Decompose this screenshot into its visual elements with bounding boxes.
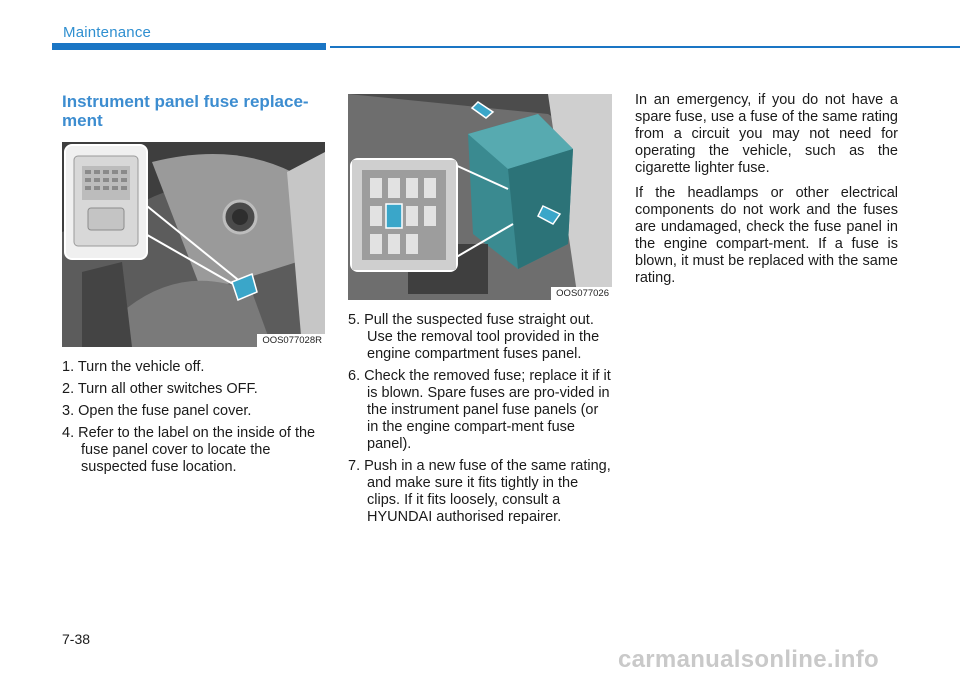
steps-list (62, 359, 325, 476)
section-title: Instrument panel fuse replace-ment (62, 92, 309, 130)
fuse-closeup-illustration (352, 160, 456, 270)
step-4: 4. Refer to the label on the inside of the fuse panel cover to locate the suspected fuse location. (62, 425, 316, 475)
figure-code: OOS077028R (257, 334, 325, 347)
dashboard-fuse-panel-figure (62, 142, 325, 347)
step-3: 3. Open the fuse panel cover. (62, 403, 252, 419)
header-rule-thin (330, 46, 960, 48)
figure-code: OOS077026 (551, 287, 612, 300)
watermark: carmanualsonline.info (618, 646, 880, 673)
middle-column (348, 94, 612, 531)
fuse-cover-label-illustration (66, 146, 146, 258)
fuse-closeup-inset (350, 158, 458, 272)
page-number: 7-38 (62, 631, 91, 647)
emergency-paragraph: In an emergency, if you do not have a spare fuse, use a fuse of the same rating from a circuit you may not need for operating the vehicle, such as the cigarette lighter fuse. (635, 92, 898, 176)
header-section-label: Maintenance (63, 24, 152, 41)
step-2: 2. Turn all other switches OFF. (62, 381, 258, 397)
step-7: 7. Push in a new fuse of the same rating, and make sure it fits tightly in the clips. If it fits loosely, consult a HYUNDAI authorised repairer. (348, 458, 611, 525)
header-rule-thick (52, 43, 326, 50)
headlamps-paragraph: If the headlamps or other electrical components do not work and the fuses are undamaged, check the fuse panel in the engine compart-ment. If a fuse is blown, it must be replaced with the same rating. (635, 185, 898, 286)
engine-fuse-box-figure (348, 94, 612, 300)
step-5: 5. Pull the suspected fuse straight out. Use the removal tool provided in the engine compartment fuses panel. (348, 312, 600, 362)
steps-list (348, 312, 612, 526)
step-6: 6. Check the removed fuse; replace it if it is blown. Spare fuses are pro-vided in the instrument panel fuse panels (or in the engine compart-ment fuse panel). (348, 368, 611, 452)
right-column (635, 92, 898, 295)
fuse-cover-inset (64, 144, 148, 260)
step-1: 1. Turn the vehicle off. (62, 359, 205, 375)
left-column (62, 92, 325, 481)
